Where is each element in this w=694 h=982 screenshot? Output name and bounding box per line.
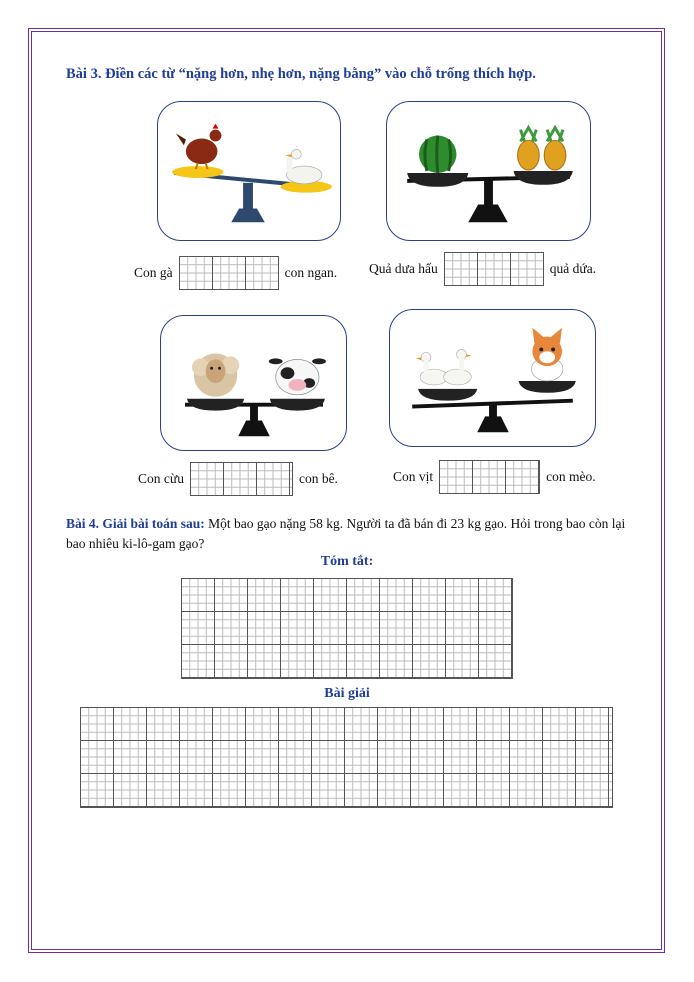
answer-box-4[interactable]: [439, 460, 540, 494]
line-3-left-text: Con cừu: [138, 471, 184, 486]
line-4-right-text: con mèo.: [546, 469, 596, 484]
answer-box-1[interactable]: [179, 256, 279, 290]
fill-blank-line-2: [369, 252, 596, 286]
exercise-4-label: Bài 4. Giải bài toán sau:: [66, 516, 205, 531]
fill-blank-line-4: [393, 460, 596, 494]
line-1-right-text: con ngan.: [284, 265, 338, 280]
solution-answer-grid[interactable]: [80, 707, 613, 808]
line-2-right-text: quả dứa.: [549, 261, 597, 276]
scale-image-chicken-goose: [157, 101, 341, 241]
line-1-left-text: Con gà: [134, 265, 173, 280]
line-3-right-text: con bê.: [298, 471, 338, 486]
solution-heading: Bài giải: [324, 686, 370, 701]
fill-blank-line-3: [138, 462, 338, 496]
summary-answer-grid[interactable]: [181, 578, 513, 679]
exercise-3-title: Bài 3. Điền các từ “nặng hơn, nhẹ hơn, nặng bằng” vào chỗ trống thích hợp.: [66, 66, 536, 82]
fill-blank-line-1: [134, 256, 337, 290]
scale-image-sheep-calf: [160, 315, 347, 451]
scale-image-watermelon-pineapple: [386, 101, 591, 241]
answer-box-2[interactable]: [444, 252, 544, 286]
line-2-left-text: Quả dưa hấu: [369, 261, 438, 276]
answer-box-3[interactable]: [190, 462, 293, 496]
exercise-4-problem: [66, 514, 636, 554]
line-4-left-text: Con vịt: [393, 469, 434, 484]
summary-heading: Tóm tắt:: [320, 554, 374, 569]
exercise-4-text: Một bao gạo nặng 58 kg. Người ta đã bán đi 23 kg gạo. Hỏi trong bao còn lại bao nhiêu ki-lô-gam gạo?: [66, 516, 626, 551]
scale-image-ducks-cat: [389, 309, 596, 447]
